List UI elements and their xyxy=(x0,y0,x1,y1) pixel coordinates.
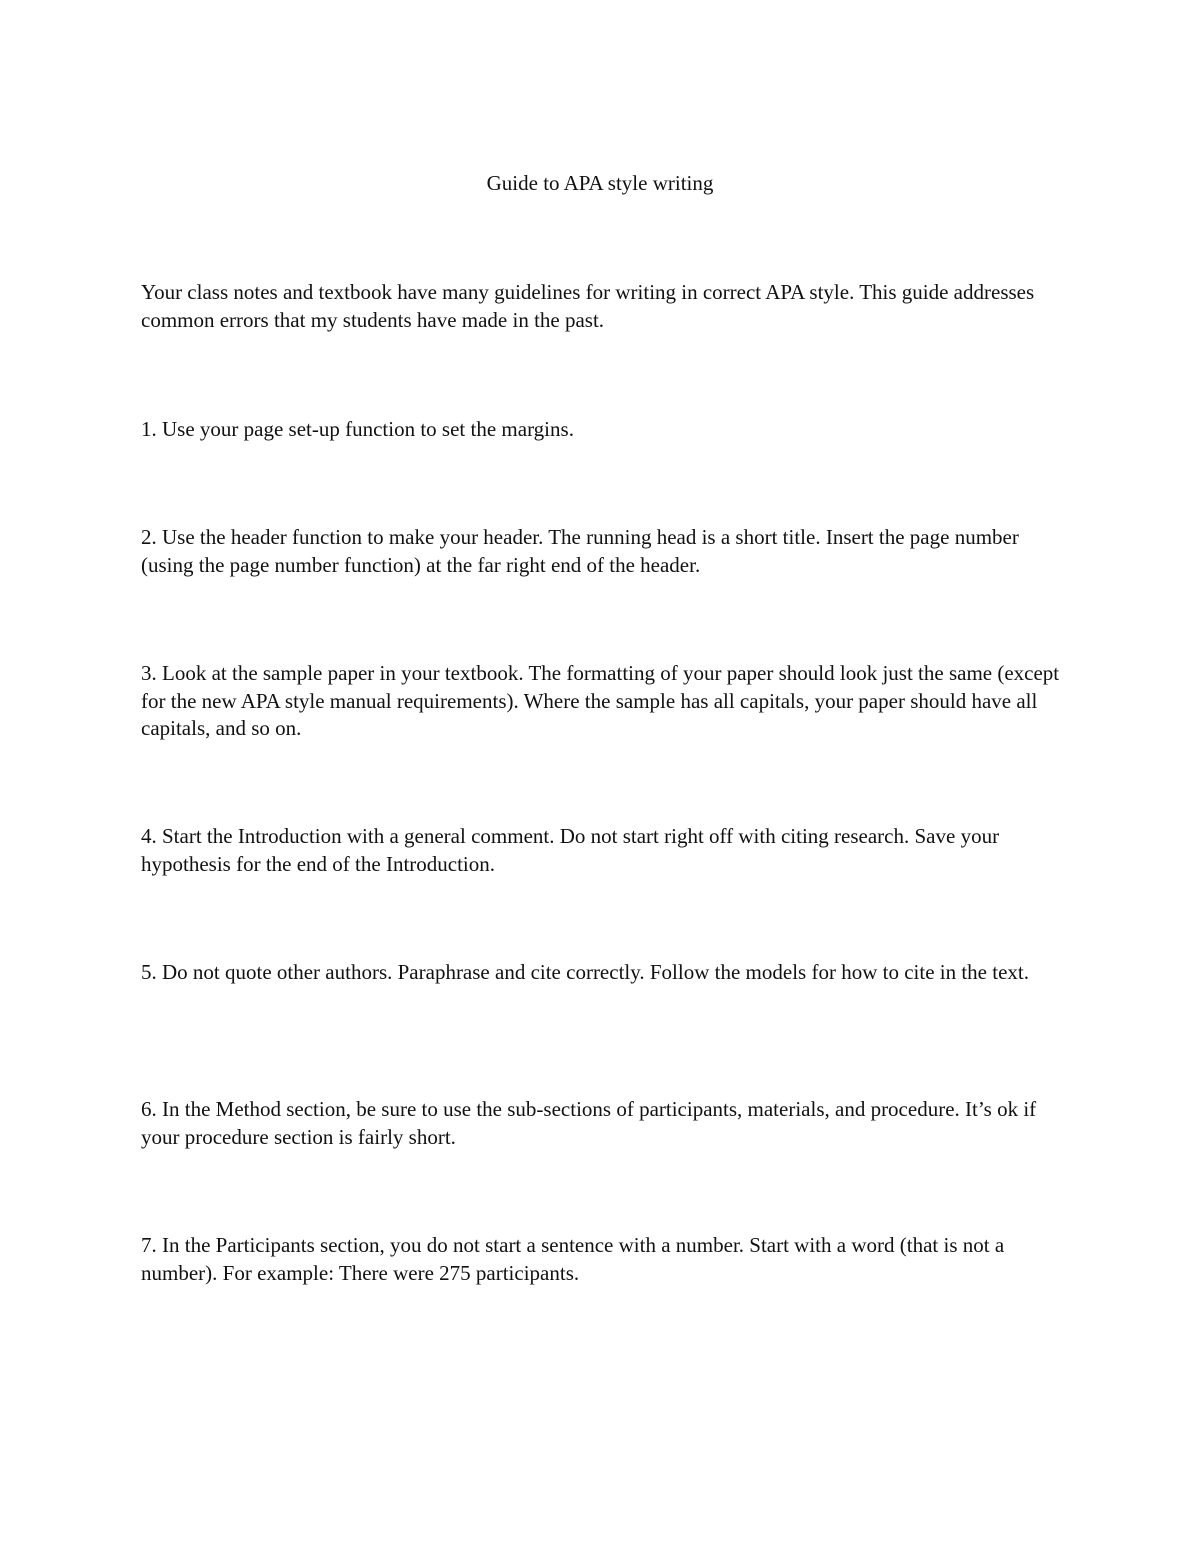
guideline-item-4: 4. Start the Introduction with a general comment. Do not start right off with citing research. Save your hypothesis for the end of the Introduction. xyxy=(141,824,1000,876)
document-title: Guide to APA style writing xyxy=(486,171,714,195)
intro-paragraph: Your class notes and textbook have many guidelines for writing in correct APA style. This guide addresses common errors that my students have made in the past. xyxy=(141,280,1035,332)
guideline-item-2: 2. Use the header function to make your header. The running head is a short title. Insert the page number (using the page number function) at the far right end of the header. xyxy=(141,525,1019,577)
guideline-item-5: 5. Do not quote other authors. Paraphrase and cite correctly. Follow the models for how to cite in the text. xyxy=(141,960,1029,984)
guideline-item-7: 7. In the Participants section, you do not start a sentence with a number. Start with a word (that is not a number). For example: There were 275 participants. xyxy=(141,1233,1005,1285)
guideline-item-1: 1. Use your page set-up function to set the margins. xyxy=(141,417,574,441)
guideline-item-6: 6. In the Method section, be sure to use the sub-sections of participants, materials, and procedure. It’s ok if your procedure section is fairly short. xyxy=(141,1097,1037,1149)
guideline-item-3: 3. Look at the sample paper in your textbook. The formatting of your paper should look just the same (except for the new APA style manual requirements). Where the sample has all capitals, your paper should have all capitals, and so on. xyxy=(141,661,1060,740)
